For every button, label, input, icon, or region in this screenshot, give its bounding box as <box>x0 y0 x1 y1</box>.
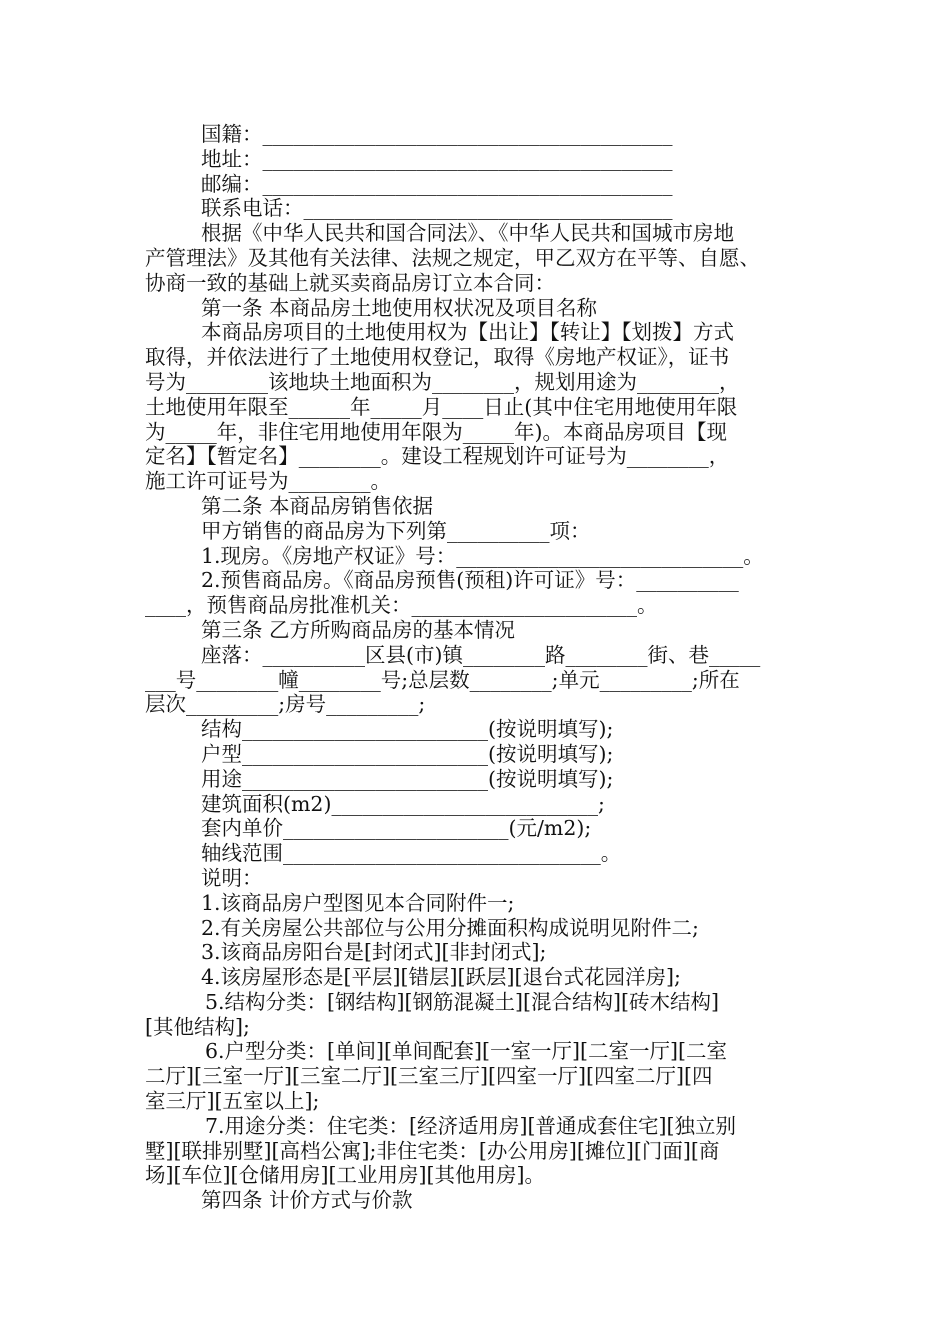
text-line: [其他结构]; <box>145 1014 250 1039</box>
section-heading: 第四条 计价方式与价款 <box>201 1188 413 1213</box>
text-line: 邮编：________________________________________ <box>201 171 673 196</box>
text-line: 取得，并依法进行了土地使用权登记，取得《房地产权证》，证书 <box>145 345 730 370</box>
text-line: 用途________________________(按说明填写); <box>201 766 614 791</box>
text-line: 说明： <box>201 865 263 890</box>
contract-page <box>145 122 810 1213</box>
text-line: 轴线范围_______________________________。 <box>201 841 622 866</box>
text-line: 5.结构分类：[钢结构][钢筋混凝土][混合结构][砖木结构] <box>205 989 720 1014</box>
text-line: 为_____年，非住宅用地使用年限为_____年)。本商品房项目【现 <box>145 419 727 444</box>
text-line: 场][车位][仓储用房][工业用房][其他用房]。 <box>145 1163 545 1188</box>
section-heading: 第三条 乙方所购商品房的基本情况 <box>201 617 516 642</box>
text-line: ___号________幢________号;总层数________;单元_________;所在 <box>145 667 740 692</box>
text-line: 土地使用年限至______年_____月____日止(其中住宅用地使用年限 <box>145 394 738 419</box>
text-line: 层次_________;房号_________; <box>145 692 426 717</box>
text-line: 施工许可证号为________。 <box>145 469 391 494</box>
section-heading: 第一条 本商品房土地使用权状况及项目名称 <box>201 295 598 320</box>
text-line: 二厅][三室一厅][三室二厅][三室三厅][四室一厅][四室二厅][四 <box>145 1064 713 1089</box>
text-line: 4.该房屋形态是[平层][错层][跃层][退台式花园洋房]; <box>201 965 681 990</box>
text-line: 墅][联排别墅][高档公寓];非住宅类：[办公用房][摊位][门面][商 <box>145 1138 720 1163</box>
text-line: 结构________________________(按说明填写); <box>201 717 614 742</box>
text-line: 7.用途分类：住宅类：[经济适用房][普通成套住宅][独立别 <box>205 1113 737 1138</box>
text-line: 2.预售商品房。《商品房预售(预租)许可证》号：__________ <box>201 568 739 593</box>
text-line: 1.该商品房户型图见本合同附件一; <box>201 890 515 915</box>
text-line: 号为________该地块土地面积为________，规划用途为________， <box>145 369 740 394</box>
text-line: 套内单价______________________(元/m2); <box>201 816 592 841</box>
text-line: 根据《中华人民共和国合同法》、《中华人民共和国城市房地 <box>201 221 734 246</box>
text-line: 本商品房项目的土地使用权为【出让】【转让】【划拨】方式 <box>201 320 734 345</box>
text-line: 建筑面积(m2)__________________________; <box>201 791 605 816</box>
text-line: 户型________________________(按说明填写); <box>201 741 614 766</box>
text-line: ____，预售商品房批准机关：______________________。 <box>145 593 658 618</box>
text-line: 协商一致的基础上就买卖商品房订立本合同： <box>145 270 555 295</box>
text-line: 室三厅][五室以上]; <box>145 1089 320 1114</box>
section-heading: 第二条 本商品房销售依据 <box>201 493 434 518</box>
text-line: 甲方销售的商品房为下列第__________项： <box>201 518 591 543</box>
text-line: 定名】【暂定名】________。建设工程规划许可证号为________， <box>145 444 730 469</box>
text-line: 3.该商品房阳台是[封闭式][非封闭式]; <box>201 940 547 965</box>
text-line: 2.有关房屋公共部位与公用分摊面积构成说明见附件二; <box>201 915 699 940</box>
text-line: 1.现房。《房地产权证》号：____________________________。 <box>201 543 764 568</box>
text-line: 国籍：________________________________________ <box>201 122 673 146</box>
text-line: 6.户型分类：[单间][单间配套][一室一厅][二室一厅][二室 <box>205 1039 728 1064</box>
text-line: 座落：__________区县(市)镇________路________街、巷_____ <box>201 642 761 667</box>
text-line: 地址：________________________________________ <box>201 146 673 171</box>
text-line: 产管理法》及其他有关法律、法规之规定，甲乙双方在平等、自愿、 <box>145 245 760 270</box>
text-line: 联系电话：____________________________________ <box>201 196 673 221</box>
